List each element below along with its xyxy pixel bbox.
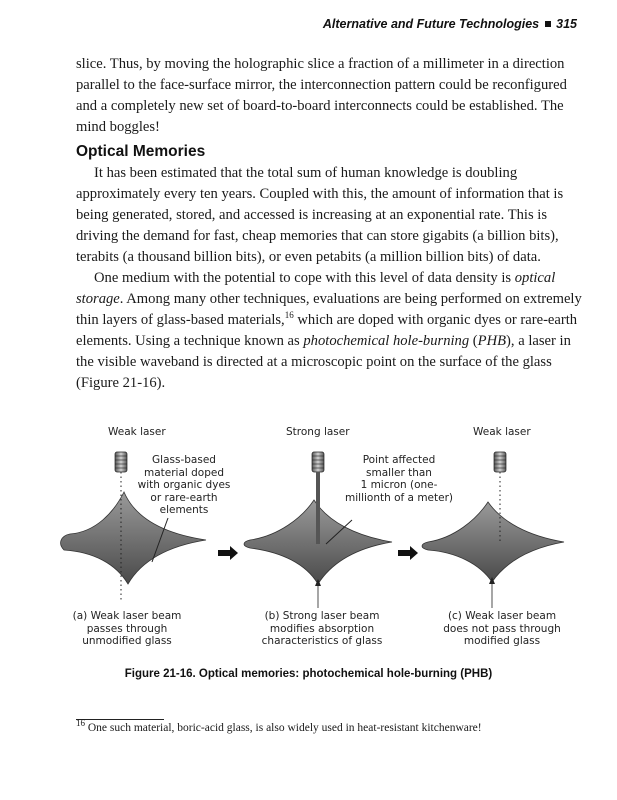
laser-c [494,452,506,472]
callout-point-line-1: Point affected [362,454,436,466]
caption-c [432,610,572,648]
caption-a-line-1: (a) Weak laser beam [72,610,182,622]
figure-caption: Figure 21-16. Optical memories: photochemical hole-burning (PHB) [124,668,493,680]
callout-glass-material [124,454,244,517]
caption-a-line-2: passes through [86,622,168,635]
callout-glass-line-4: or rare-earth [150,491,218,504]
intro-paragraph-block [76,54,582,138]
p2-text-a: One medium with the potential to cope with this level of data density is [94,270,515,286]
p2-text-c: which are doped with organic dyes or rare-earth elements. Using a technique known as [76,312,578,349]
p2-text-b: . Among many other techniques, evaluations are being performed on extremely thin layers of glass-based materials, [76,291,582,328]
caption-b [252,610,392,648]
callout-glass-line-5: elements [159,504,209,516]
caption-a-line-3: unmodified glass [82,635,172,647]
footnote-number: 16 [76,718,85,729]
callout-glass-line-1: Glass-based [152,454,216,466]
beam-b [316,472,320,544]
label-strong-laser: Strong laser [286,426,350,438]
footnote-divider [76,719,164,720]
glass-plate-c [422,502,564,582]
footnote-text: One such material, boric-acid glass, is also widely used in heat-resistant kitchenware! [87,722,482,734]
body-text [76,163,582,394]
label-weak-laser-a: Weak laser [108,426,166,438]
laser-b [312,452,324,472]
intro-paragraph: slice. Thus, by moving the holographic slice a fraction of a millimeter in a direction parallel to the face-surface mirror, the interconnection pattern could be reconfigured and a completely new set of board-to-board interconnects could be established. The mind boggles! [76,56,567,135]
caption-a [58,610,196,648]
footnote [76,718,582,734]
header-title: Alternative and Future Technologies [322,17,540,31]
callout-point-line-4: millionth of a meter) [345,491,453,504]
term-phb-abbrev: PHB [477,333,507,349]
label-weak-laser-c: Weak laser [473,426,531,438]
square-bullet-icon [545,21,551,27]
callout-affected-point [336,454,462,504]
term-optical-storage: optical storage [76,270,556,307]
right-arrow-icon-2 [398,546,418,560]
callout-point-line-3: 1 micron (one- [360,479,438,491]
paragraph-2 [76,268,582,394]
figure-21-16 [56,422,576,652]
running-header [323,17,577,31]
right-arrow-icon-1 [218,546,238,560]
callout-point-line-2: smaller than [366,466,432,479]
caption-c-line-1: (c) Weak laser beam [447,610,557,622]
page-number: 315 [556,17,577,31]
caption-b-line-3: characteristics of glass [261,635,383,647]
section-heading: Optical Memories [76,143,206,160]
callout-glass-line-3: with organic dyes [137,479,231,491]
p2-text-d: ( [469,333,478,349]
callout-glass-line-2: material doped [143,466,225,479]
p2-text-e: ), a laser in the visible waveband is directed at a microscopic point on the surface of the glass (Figure 21-16). [76,333,571,391]
term-phb: photochemical hole-burning [303,333,470,349]
caption-c-line-2: does not pass through [443,622,561,635]
caption-b-line-1: (b) Strong laser beam [264,610,380,622]
footnote-reference[interactable]: 16 [284,310,294,321]
paragraph-1: It has been estimated that the total sum of human knowledge is doubling approximately every ten years. Coupled with this, the amount of information that is being generated, stored, and accessed is increasing at an exponential rate. This is driving the demand for fast, cheap memories that can store gigabits (a billion bits), terabits (a thousand billion bits), or even petabits (a million billion bits) of data. [76,165,564,265]
caption-c-line-3: modified glass [463,635,541,647]
caption-b-line-2: modifies absorption [269,622,375,635]
